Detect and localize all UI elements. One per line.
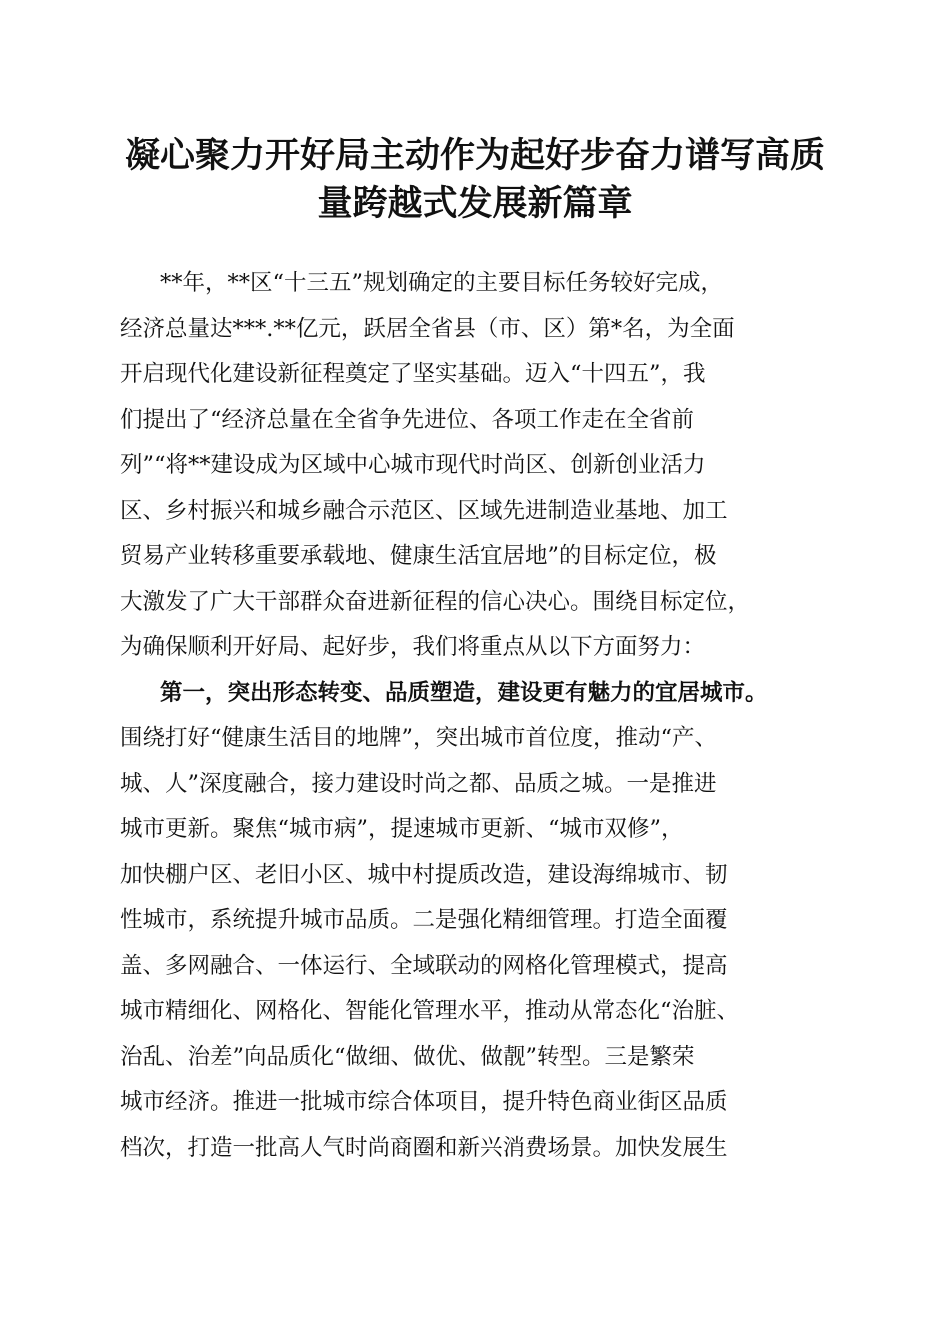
paragraph-line: 贸易产业转移重要承载地、健康生活宜居地”的目标定位，极 (120, 543, 717, 569)
paragraph-line: **年，**区“十三五”规划确定的主要目标任务较好完成， (160, 270, 724, 296)
paragraph-first-point (120, 671, 840, 1172)
title-line-2: 量跨越式发展新篇章 (317, 183, 633, 224)
paragraph-line: 经济总量达***.**亿元，跃居全省县（市、区）第*名，为全面 (120, 315, 735, 342)
paragraph-line: 城市更新。聚焦“城市病”，提速城市更新、“城市双修”， (120, 816, 684, 842)
paragraph-line: 城市经济。推进一批城市综合体项目，提升特色商业街区品质 (120, 1089, 728, 1115)
paragraph-line: 城、人”深度融合，接力建设时尚之都、品质之城。一是推进 (120, 770, 717, 797)
paragraph-line: 围绕打好“健康生活目的地牌”，突出城市首位度，推动“产、 (120, 725, 718, 751)
title-line-1: 凝心聚力开好局主动作为起好步奋力谱写高质 (124, 135, 825, 176)
paragraph-lead-heading: 第一，突出形态转变、品质塑造，建设更有魅力的宜居城市。 (160, 679, 768, 706)
paragraph-line: 们提出了“经济总量在全省争先进位、各项工作走在全省前 (120, 406, 695, 433)
paragraph-line: 大激发了广大干部群众奋进新征程的信心决心。围绕目标定位， (120, 588, 751, 615)
paragraph-line: 区、乡村振兴和城乡融合示范区、区域先进制造业基地、加工 (120, 497, 728, 524)
paragraph-line: 为确保顺利开好局、起好步，我们将重点从以下方面努力： (120, 634, 706, 660)
paragraph-intro (120, 261, 840, 671)
paragraph-line: 性城市，系统提升城市品质。二是强化精细管理。打造全面覆 (120, 907, 728, 933)
document-body (120, 261, 840, 1171)
paragraph-line: 治乱、治差”向品质化“做细、做优、做靓”转型。三是繁荣 (120, 1043, 695, 1070)
paragraph-line: 档次，打造一批高人气时尚商圈和新兴消费场景。加快发展生 (120, 1134, 728, 1161)
paragraph-line: 盖、多网融合、一体运行、全域联动的网格化管理模式，提高 (120, 952, 728, 979)
paragraph-line: 城市精细化、网格化、智能化管理水平，推动从常态化“治脏、 (120, 998, 740, 1024)
document-title (100, 132, 850, 228)
paragraph-line: 加快棚户区、老旧小区、城中村提质改造，建设海绵城市、韧 (120, 861, 728, 888)
paragraph-line: 开启现代化建设新征程奠定了坚实基础。迈入“十四五”，我 (120, 361, 706, 387)
paragraph-line: 列”“将**建设成为区域中心城市现代时尚区、创新创业活力 (120, 452, 706, 478)
